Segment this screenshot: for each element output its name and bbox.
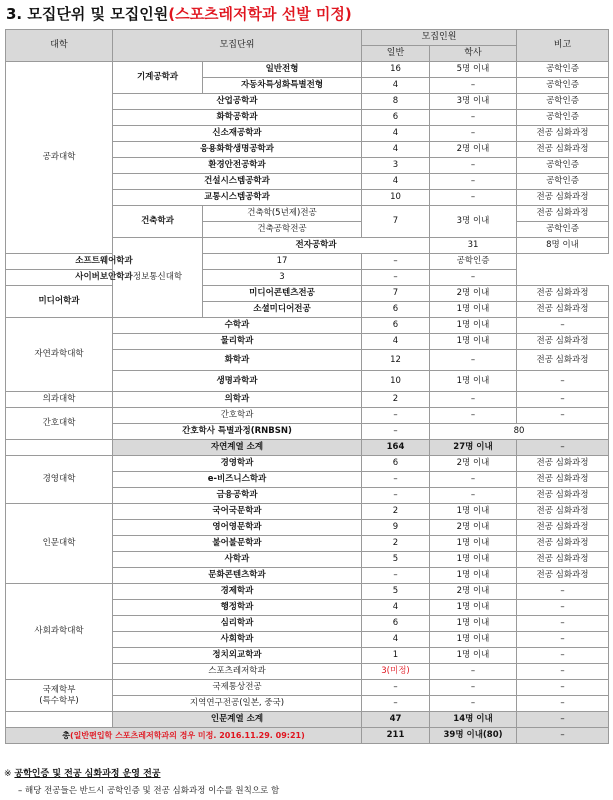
table-row	[6, 254, 609, 270]
major-cell: 행정학과	[113, 600, 362, 616]
sub-major-cell: 미디어콘텐츠전공	[203, 286, 362, 302]
general-count: 1	[362, 648, 430, 664]
remarks-cell: 공학인증	[517, 222, 609, 238]
general-count: 10	[362, 190, 430, 206]
table-row	[6, 504, 609, 520]
general-count: –	[362, 408, 430, 424]
general-count: 4	[362, 78, 430, 94]
transfer-count: 1명 이내	[430, 616, 517, 632]
transfer-count: 39명 이내(80)	[430, 728, 517, 744]
major-cell: 사이버보안학과	[6, 270, 203, 286]
major-cell: 간호학과	[113, 408, 362, 424]
subtotal-label: 인문계열 소계	[113, 712, 362, 728]
transfer-count: 1명 이내	[430, 334, 517, 350]
general-count: 47	[362, 712, 430, 728]
remarks-cell: 공학인증	[517, 78, 609, 94]
transfer-count: –	[430, 174, 517, 190]
major-cell: 불어불문학과	[113, 536, 362, 552]
major-cell: 금융공학과	[113, 488, 362, 504]
general-count: 4	[362, 174, 430, 190]
transfer-count: 1명 이내	[430, 600, 517, 616]
transfer-count: 1명 이내	[430, 302, 517, 318]
transfer-count: 2명 이내	[430, 520, 517, 536]
table-row	[6, 62, 609, 78]
transfer-count: 2명 이내	[430, 584, 517, 600]
remarks-cell: –	[517, 318, 609, 334]
general-count: 4	[362, 600, 430, 616]
major-cell: 응용화학생명공학과	[113, 142, 362, 158]
major-cell: 환경안전공학과	[113, 158, 362, 174]
remarks-cell: 전공 심화과정	[517, 350, 609, 371]
major-cell: 물리학과	[113, 334, 362, 350]
remarks-cell: –	[517, 392, 609, 408]
college-cell: 경영대학	[6, 456, 113, 504]
major-cell: 교통시스템공학과	[113, 190, 362, 206]
major-cell: 수학과	[113, 318, 362, 334]
remarks-cell: –	[517, 584, 609, 600]
transfer-count: 2명 이내	[430, 286, 517, 302]
subtotal-label: 자연계열 소계	[113, 440, 362, 456]
transfer-count: –	[430, 488, 517, 504]
transfer-count: 27명 이내	[430, 440, 517, 456]
header-quota: 모집인원	[362, 30, 517, 46]
college-cell: 공과대학	[6, 62, 113, 254]
transfer-count: 1명 이내	[430, 648, 517, 664]
footnote-detail: – 해당 전공들은 반드시 공학인증 및 전공 심화과정 이수를 원칙으로 함	[18, 786, 280, 796]
subtotal-row	[6, 440, 609, 456]
remarks-cell: 전공 심화과정	[517, 536, 609, 552]
table-row	[6, 270, 609, 286]
general-count: 4	[362, 126, 430, 142]
transfer-count: 2명 이내	[430, 456, 517, 472]
general-count: 31	[430, 238, 517, 254]
sub-major-cell: 건축학(5년제)전공	[203, 206, 362, 222]
college-cell: 의과대학	[6, 392, 113, 408]
transfer-count: –	[362, 270, 430, 286]
general-count: 4	[362, 142, 430, 158]
major-cell: 기계공학과	[113, 62, 203, 94]
table-row	[6, 456, 609, 472]
general-count: 2	[362, 392, 430, 408]
major-cell: 지역연구전공(일본, 중국)	[113, 696, 362, 712]
transfer-count: 2명 이내	[430, 142, 517, 158]
remarks-cell: –	[517, 600, 609, 616]
remarks-cell: 전공 심화과정	[517, 552, 609, 568]
total-note: (일반편입학 스포츠레저학과의 경우 미정. 2016.11.29. 09:21)	[69, 731, 305, 740]
transfer-count: 1명 이내	[430, 371, 517, 392]
general-count: 5	[362, 552, 430, 568]
table-row	[6, 408, 609, 424]
transfer-count: 8명 이내	[517, 238, 609, 254]
sub-major-cell: 자동차특성화특별전형	[203, 78, 362, 94]
major-cell: 국어국문학과	[113, 504, 362, 520]
college-cell: 간호대학	[6, 408, 113, 440]
remarks-cell: 전공 심화과정	[517, 520, 609, 536]
transfer-count: 1명 이내	[430, 504, 517, 520]
general-count: –	[362, 568, 430, 584]
transfer-count: –	[430, 126, 517, 142]
remarks-cell: –	[430, 270, 517, 286]
major-cell: 사회학과	[113, 632, 362, 648]
general-count: 5	[362, 584, 430, 600]
general-count: 211	[362, 728, 430, 744]
general-count: 4	[362, 632, 430, 648]
remarks-cell: –	[517, 728, 609, 744]
transfer-count: 5명 이내	[430, 62, 517, 78]
page-title: 3. 모집단위 및 모집인원(스포츠레저학과 선발 미정)	[6, 5, 352, 23]
header-transfer: 학사	[430, 46, 517, 62]
major-cell: 미디어학과	[6, 286, 113, 318]
transfer-count: –	[430, 350, 517, 371]
college-cell: 국제학부 (특수학부)	[6, 680, 113, 712]
remarks-cell: 공학인증	[517, 174, 609, 190]
general-count: –	[362, 424, 430, 440]
table-row	[6, 680, 609, 696]
major-cell: 생명과학과	[113, 371, 362, 392]
sub-major-cell: 소셜미디어전공	[203, 302, 362, 318]
remarks-cell: 전공 심화과정	[517, 302, 609, 318]
general-count: –	[362, 488, 430, 504]
college-cell: 자연과학대학	[6, 318, 113, 392]
table-row	[6, 584, 609, 600]
general-count: 2	[362, 536, 430, 552]
remarks-cell: –	[517, 696, 609, 712]
general-count: 2	[362, 504, 430, 520]
sub-major-cell: 일반전형	[203, 62, 362, 78]
transfer-count: –	[430, 392, 517, 408]
subtotal-row	[6, 712, 609, 728]
major-cell: 경영학과	[113, 456, 362, 472]
major-cell: 신소재공학과	[113, 126, 362, 142]
remarks-cell: 전공 심화과정	[517, 206, 609, 222]
transfer-count: –	[430, 158, 517, 174]
remarks-cell: –	[517, 664, 609, 680]
header-general: 일반	[362, 46, 430, 62]
general-count: 17	[203, 254, 362, 270]
major-cell: 건설시스템공학과	[113, 174, 362, 190]
remarks-cell: –	[517, 648, 609, 664]
remarks-cell: 전공 심화과정	[517, 334, 609, 350]
header-remarks: 비고	[517, 30, 609, 62]
major-cell: 심리학과	[113, 616, 362, 632]
transfer-count: 1명 이내	[430, 568, 517, 584]
footnote-title: ※ 공학인증 및 전공 심화과정 운영 전공	[4, 769, 161, 779]
quota-table	[5, 29, 609, 744]
general-count: 7	[362, 286, 430, 302]
transfer-count: 80	[430, 424, 609, 440]
remarks-cell: –	[517, 440, 609, 456]
remarks-cell: –	[517, 632, 609, 648]
major-cell: 화학과	[113, 350, 362, 371]
remarks-cell: 전공 심화과정	[517, 126, 609, 142]
transfer-count: –	[430, 472, 517, 488]
remarks-cell: –	[517, 616, 609, 632]
transfer-count: 3명 이내	[430, 206, 517, 238]
remarks-cell: 전공 심화과정	[517, 472, 609, 488]
remarks-cell: 전공 심화과정	[517, 456, 609, 472]
remarks-cell: 공학인증	[517, 110, 609, 126]
general-count: 4	[362, 334, 430, 350]
header-college: 대학	[6, 30, 113, 62]
remarks-cell: 공학인증	[430, 254, 517, 270]
remarks-cell: –	[517, 712, 609, 728]
general-count: –	[362, 472, 430, 488]
general-count: 12	[362, 350, 430, 371]
major-cell: 경제학과	[113, 584, 362, 600]
transfer-count: 3명 이내	[430, 94, 517, 110]
transfer-count: 1명 이내	[430, 318, 517, 334]
transfer-count: –	[430, 696, 517, 712]
transfer-count: –	[430, 664, 517, 680]
general-count: 6	[362, 110, 430, 126]
major-cell: 산업공학과	[113, 94, 362, 110]
table-row	[6, 286, 609, 302]
transfer-count: 14명 이내	[430, 712, 517, 728]
transfer-count: –	[430, 408, 517, 424]
title-highlight: (스포츠레저학과 선발 미정)	[168, 5, 352, 23]
transfer-count: 1명 이내	[430, 552, 517, 568]
remarks-cell: 전공 심화과정	[517, 504, 609, 520]
total-label: 총(일반편입학 스포츠레저학과의 경우 미정. 2016.11.29. 09:21)	[6, 728, 362, 744]
transfer-count: –	[430, 78, 517, 94]
remarks-cell: 전공 심화과정	[517, 286, 609, 302]
table-row	[6, 392, 609, 408]
major-cell: 전자공학과	[203, 238, 430, 254]
major-cell: 스포츠레저학과	[113, 664, 362, 680]
general-count: 164	[362, 440, 430, 456]
sub-major-cell: 건축공학전공	[203, 222, 362, 238]
general-count: 8	[362, 94, 430, 110]
transfer-count: 1명 이내	[430, 632, 517, 648]
remarks-cell: 공학인증	[517, 158, 609, 174]
general-count: 6	[362, 318, 430, 334]
general-count: 3	[203, 270, 362, 286]
major-cell: e-비즈니스학과	[113, 472, 362, 488]
remarks-cell: 공학인증	[517, 62, 609, 78]
major-cell: 소프트웨어학과	[6, 254, 203, 270]
remarks-cell: 전공 심화과정	[517, 488, 609, 504]
major-cell: 의학과	[113, 392, 362, 408]
remarks-cell: –	[517, 371, 609, 392]
general-count: 3	[362, 158, 430, 174]
college-cell: 인문대학	[6, 504, 113, 584]
general-count: 3(미정)	[362, 664, 430, 680]
major-cell: 영어영문학과	[113, 520, 362, 536]
remarks-cell: 전공 심화과정	[517, 568, 609, 584]
transfer-count: –	[430, 110, 517, 126]
major-cell: 사학과	[113, 552, 362, 568]
remarks-cell: 전공 심화과정	[517, 190, 609, 206]
major-cell: 화학공학과	[113, 110, 362, 126]
table-row	[6, 318, 609, 334]
college-cell: 사회과학대학	[6, 584, 113, 680]
major-cell: 국제통상전공	[113, 680, 362, 696]
general-count: 10	[362, 371, 430, 392]
general-count: 7	[362, 206, 430, 238]
general-count: 6	[362, 302, 430, 318]
transfer-count: –	[430, 190, 517, 206]
remarks-cell: 공학인증	[517, 94, 609, 110]
transfer-count: –	[430, 680, 517, 696]
college-cell: 정보통신대학	[113, 238, 203, 318]
general-count: 6	[362, 456, 430, 472]
transfer-count: –	[362, 254, 430, 270]
general-count: 16	[362, 62, 430, 78]
general-count: 6	[362, 616, 430, 632]
major-cell: 건축학과	[113, 206, 203, 238]
transfer-count: 1명 이내	[430, 536, 517, 552]
remarks-cell: –	[517, 680, 609, 696]
general-count: –	[362, 680, 430, 696]
remarks-cell: 전공 심화과정	[517, 142, 609, 158]
major-cell: 간호학사 특별과정(RNBSN)	[113, 424, 362, 440]
general-count: –	[362, 696, 430, 712]
general-count: 9	[362, 520, 430, 536]
header-unit: 모집단위	[113, 30, 362, 62]
total-row	[6, 728, 609, 744]
major-cell: 정치외교학과	[113, 648, 362, 664]
remarks-cell: –	[517, 408, 609, 424]
major-cell: 문화콘텐츠학과	[113, 568, 362, 584]
